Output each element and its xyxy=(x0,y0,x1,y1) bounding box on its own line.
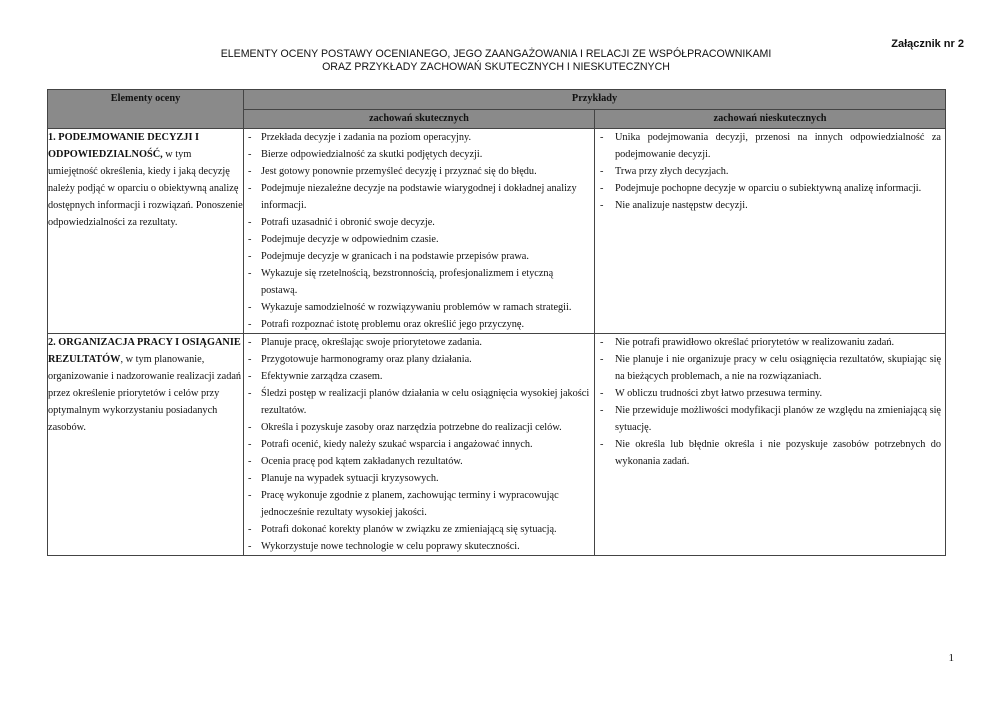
list-item: - Bierze odpowiedzialność za skutki podjętych decyzji. xyxy=(248,149,483,160)
list-item: - Wykorzystuje nowe technologie w celu poprawy skuteczności. xyxy=(248,541,520,552)
ineffective-list xyxy=(595,334,946,556)
header-effective: zachowań skutecznych xyxy=(244,110,595,129)
page-number: 1 xyxy=(948,652,954,664)
effective-list xyxy=(244,334,595,556)
list-item: - Podejmuje decyzje w odpowiednim czasie. xyxy=(248,234,439,245)
list-item: - Planuje na wypadek sytuacji kryzysowych. xyxy=(248,473,439,484)
list-item: - Nie przewiduje możliwości modyfikacji planów ze względu na zmieniającą się sytuację. xyxy=(600,405,942,433)
table-row xyxy=(48,129,946,334)
list-item: - Przekłada decyzje i zadania na poziom operacyjny. xyxy=(248,132,472,143)
table-row xyxy=(48,334,946,556)
list-item: - Unika podejmowania decyzji, przenosi na innych odpowiedzialność za podejmowanie decyzji. xyxy=(600,132,942,160)
list-item: - Potrafi dokonać korekty planów w związku ze zmieniającą się sytuacją. xyxy=(248,524,557,535)
list-item: - Jest gotowy ponownie przemyśleć decyzję i przyznać się do błędu. xyxy=(248,166,537,177)
list-item: - Ocenia pracę pod kątem zakładanych rezultatów. xyxy=(248,456,463,467)
element-description: , w tym planowanie, organizowanie i nadzorowanie realizacji zadań przez określenie priorytetów i celów przy optymalnym wykorzystaniu posiadanych zasobów. xyxy=(48,354,242,433)
list-item: - W obliczu trudności zbyt łatwo przesuwa terminy. xyxy=(600,388,823,399)
list-item: - Trwa przy złych decyzjach. xyxy=(600,166,729,177)
list-item: - Nie potrafi prawidłowo określać priorytetów w realizowaniu zadań. xyxy=(600,337,895,348)
evaluation-table xyxy=(47,89,946,556)
element-cell xyxy=(48,334,244,556)
attachment-label: Załącznik nr 2 xyxy=(891,38,964,50)
list-item: - Nie określa lub błędnie określa i nie pozyskuje zasobów potrzebnych do wykonania zadań. xyxy=(600,439,942,467)
ineffective-list xyxy=(595,129,946,334)
list-item: - Określa i pozyskuje zasoby oraz narzędzia potrzebne do realizacji celów. xyxy=(248,422,562,433)
element-title: 1. PODEJMOWANIE DECYZJI I ODPOWIEDZIALNOŚĆ, xyxy=(48,132,200,160)
list-item: - Podejmuje niezależne decyzje na podstawie wiarygodnej i dokładnej analizy informacji. xyxy=(248,183,577,211)
element-cell xyxy=(48,129,244,334)
list-item: - Potrafi ocenić, kiedy należy szukać wsparcia i angażować innych. xyxy=(248,439,533,450)
list-item: - Wykazuje samodzielność w rozwiązywaniu problemów w ramach strategii. xyxy=(248,302,572,313)
list-item: - Planuje pracę, określając swoje priorytetowe zadania. xyxy=(248,337,483,348)
effective-list xyxy=(244,129,595,334)
header-elements: Elementy oceny xyxy=(48,90,244,129)
element-title: 2. ORGANIZACJA PRACY I OSIĄGANIE REZULTATÓW xyxy=(48,337,241,365)
list-item: - Śledzi postęp w realizacji planów działania w celu osiągnięcia wysokiej jakości rezultatów. xyxy=(248,388,590,416)
list-item: - Podejmuje pochopne decyzje w oparciu o subiektywną analizę informacji. xyxy=(600,183,922,194)
header-examples: Przykłady xyxy=(244,90,946,110)
list-item: - Nie planuje i nie organizuje pracy w celu osiągnięcia rezultatów, skupiając się na bieżących problemach, a nie na rozwiązaniach. xyxy=(600,354,942,382)
list-item: - Przygotowuje harmonogramy oraz plany działania. xyxy=(248,354,472,365)
document-title xyxy=(0,48,992,74)
list-item: - Podejmuje decyzje w granicach i na podstawie przepisów prawa. xyxy=(248,251,529,262)
header-ineffective: zachowań nieskutecznych xyxy=(595,110,946,129)
list-item: - Efektywnie zarządza czasem. xyxy=(248,371,383,382)
title-line-1: ELEMENTY OCENY POSTAWY OCENIANEGO, JEGO ZAANGAŻOWANIA I RELACJI ZE WSPÓŁPRACOWNIKAMI xyxy=(220,48,772,60)
list-item: - Pracę wykonuje zgodnie z planem, zachowując terminy i wypracowując jednocześnie rezultaty wysokiej jakości. xyxy=(248,490,559,518)
title-line-2: ORAZ PRZYKŁADY ZACHOWAŃ SKUTECZNYCH I NIESKUTECZNYCH xyxy=(322,61,670,73)
list-item: - Potrafi uzasadnić i obronić swoje decyzje. xyxy=(248,217,435,228)
list-item: - Nie analizuje następstw decyzji. xyxy=(600,200,748,211)
list-item: - Wykazuje się rzetelnością, bezstronnością, profesjonalizmem i etyczną postawą. xyxy=(248,268,554,296)
list-item: - Potrafi rozpoznać istotę problemu oraz określić jego przyczynę. xyxy=(248,319,525,330)
element-description: w tym umiejętność określenia, kiedy i jaką decyzję należy podjąć w oparciu o obiektywną analizę dostępnych informacji i rozwiązań. Ponoszenie odpowiedzialności za rezultaty. xyxy=(48,149,243,228)
